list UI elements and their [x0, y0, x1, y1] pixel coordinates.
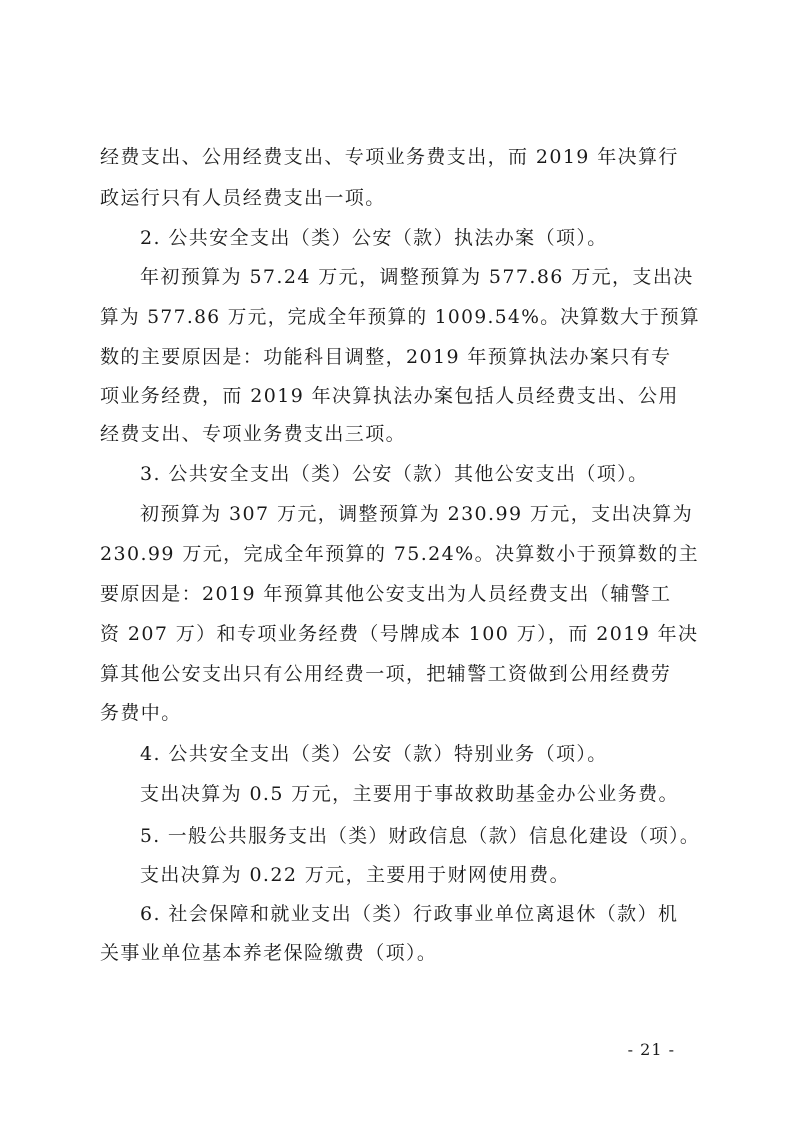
text-line: 算为 577.86 万元，完成全年预算的 1009.54%。决算数大于预算: [100, 306, 700, 328]
text-line: 支出决算为 0.5 万元，主要用于事故救助基金办公业务费。: [140, 783, 679, 805]
text-line: 资 207 万）和专项业务经费（号牌成本 100 万），而 2019 年决: [100, 623, 699, 645]
section-heading: 6. 社会保障和就业支出（类）行政事业单位离退休（款）机: [140, 903, 679, 925]
page-number: - 21 -: [627, 1040, 675, 1059]
section-heading: 2. 公共安全支出（类）公安（款）执法办案（项）。: [140, 227, 608, 249]
text-line: 务费中。: [100, 702, 182, 724]
text-line: 初预算为 307 万元，调整预算为 230.99 万元，支出决算为: [140, 503, 694, 525]
text-line: 经费支出、公用经费支出、专项业务费支出，而 2019 年决算行: [100, 146, 679, 168]
text-line: 年初预算为 57.24 万元，调整预算为 577.86 万元，支出决: [140, 266, 694, 288]
text-line: 关事业单位基本养老保险缴费（项）。: [100, 942, 438, 964]
text-line: 要原因是：2019 年预算其他公安支出为人员经费支出（辅警工: [100, 583, 672, 605]
text-line: 算其他公安支出只有公用经费一项，把辅警工资做到公用经费劳: [100, 663, 672, 685]
text-line: 项业务经费，而 2019 年决算执法办案包括人员经费支出、公用: [100, 385, 679, 407]
text-line: 数的主要原因是：功能科目调整，2019 年预算执法办案只有专: [100, 346, 672, 368]
text-line: 230.99 万元，完成全年预算的 75.24%。决算数小于预算数的主: [100, 543, 700, 565]
section-heading: 5. 一般公共服务支出（类）财政信息（款）信息化建设（项）。: [140, 825, 700, 847]
section-heading: 3. 公共安全支出（类）公安（款）其他公安支出（项）。: [140, 463, 649, 485]
section-heading: 4. 公共安全支出（类）公安（款）特别业务（项）。: [140, 743, 608, 765]
text-line: 支出决算为 0.22 万元，主要用于财网使用费。: [140, 864, 570, 886]
text-line: 政运行只有人员经费支出一项。: [100, 187, 386, 209]
text-line: 经费支出、专项业务费支出三项。: [100, 423, 407, 445]
